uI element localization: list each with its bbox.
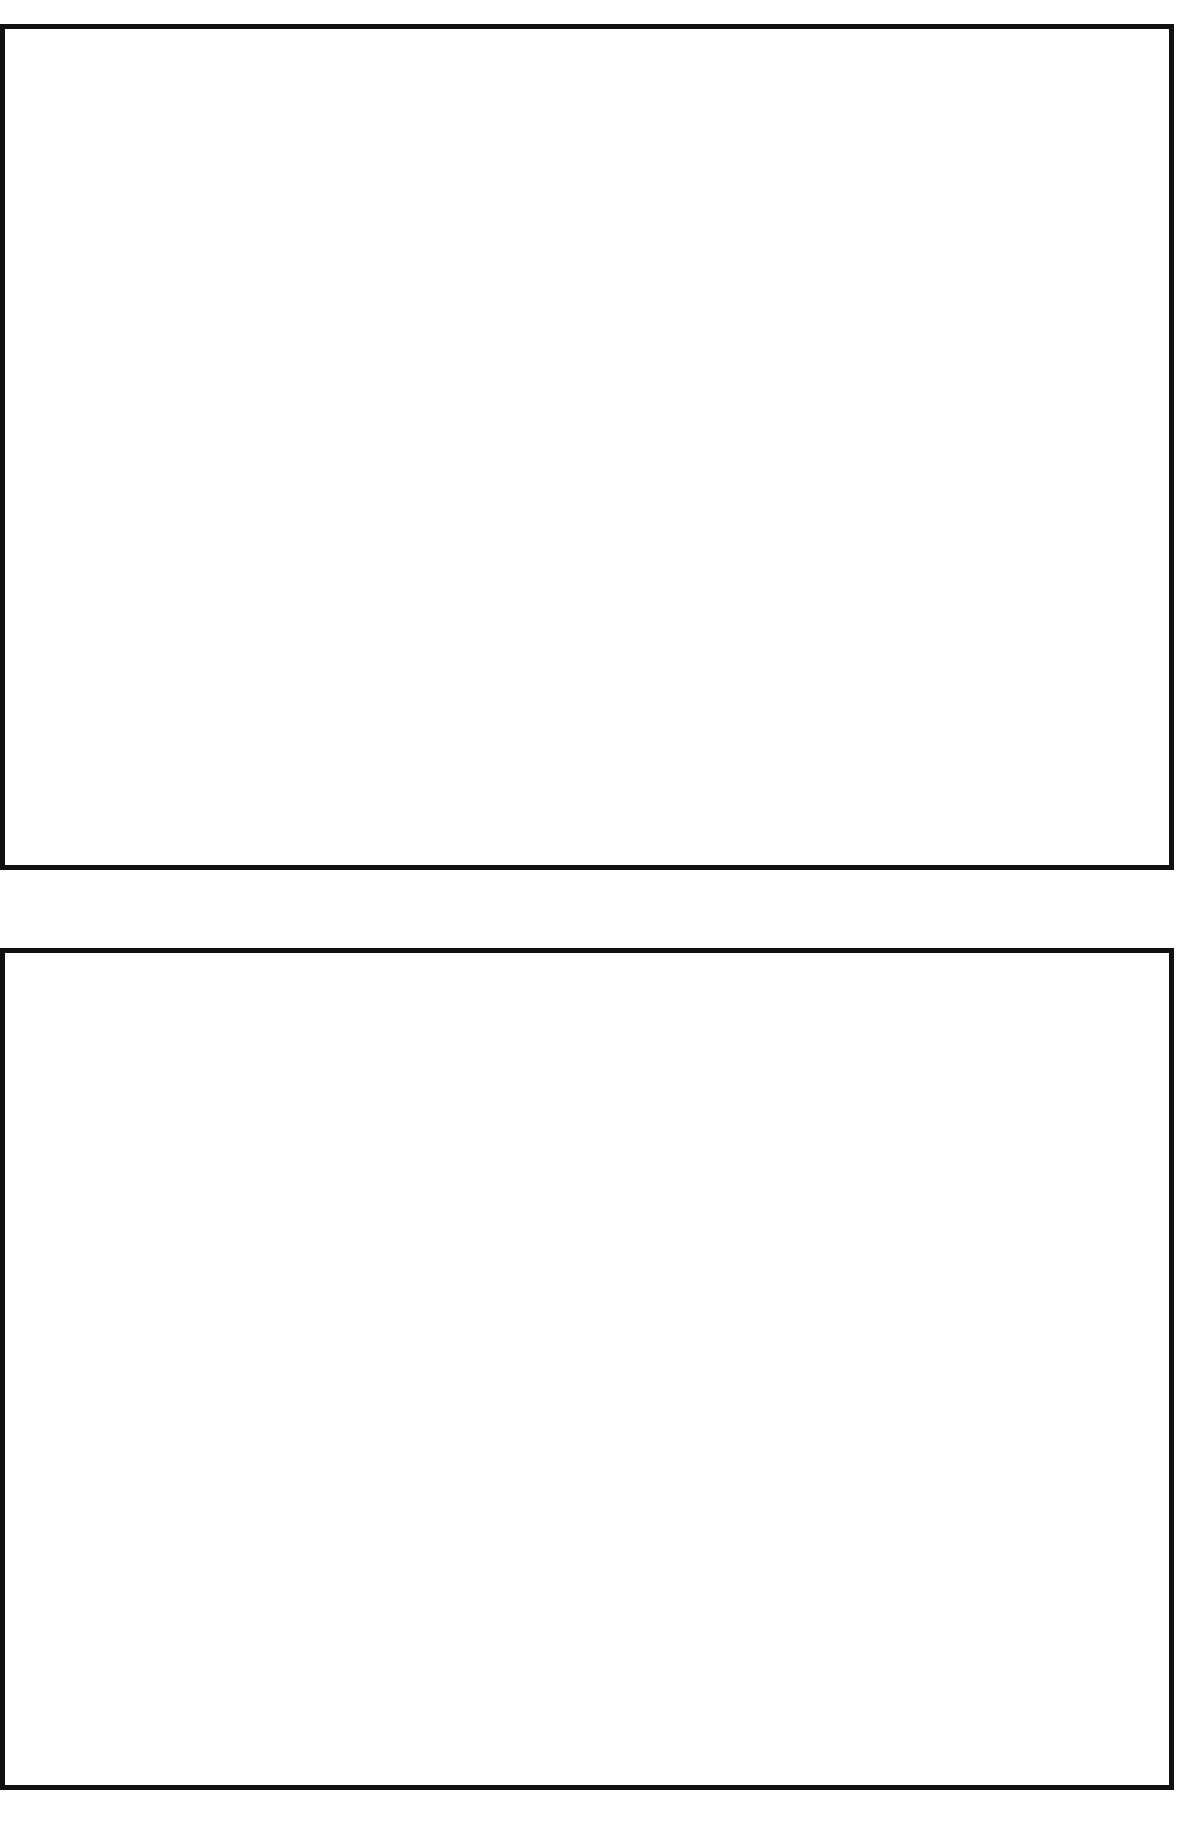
bottom-page-panel bbox=[0, 948, 1174, 1790]
top-page-panel bbox=[0, 24, 1174, 870]
